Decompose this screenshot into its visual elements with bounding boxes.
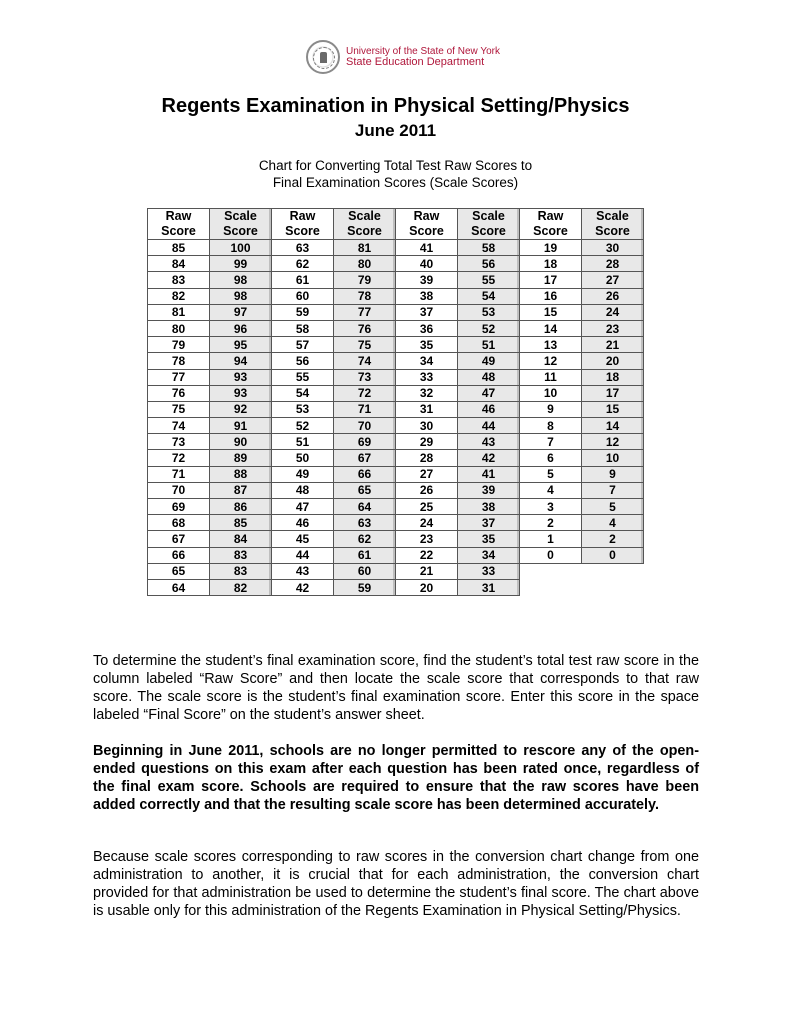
table-row xyxy=(148,450,644,466)
raw-score-cell: 37 xyxy=(396,304,458,320)
raw-score-cell: 58 xyxy=(272,320,334,336)
raw-score-cell: 46 xyxy=(272,515,334,531)
administration-note-paragraph: Because scale scores corresponding to raw scores in the conversion chart change from one administration to another, it is crucial that for each administration, the conversion chart provided for that administration be used to determine the student’s final score. The chart above is usable only for this administration of the Regents Examination in Physical Setting/Physics. xyxy=(93,849,699,919)
scale-score-cell: 37 xyxy=(458,515,520,531)
raw-score-cell: 33 xyxy=(396,369,458,385)
raw-score-cell: 36 xyxy=(396,320,458,336)
raw-score-cell: 16 xyxy=(520,288,582,304)
raw-score-cell: 28 xyxy=(396,450,458,466)
scale-score-cell: 89 xyxy=(210,450,272,466)
scale-score-cell: 54 xyxy=(458,288,520,304)
raw-score-cell: 0 xyxy=(520,547,582,563)
scale-score-cell: 98 xyxy=(210,288,272,304)
scale-score-cell: 38 xyxy=(458,499,520,515)
raw-score-cell: 51 xyxy=(272,434,334,450)
raw-score-cell: 27 xyxy=(396,466,458,482)
table-row xyxy=(148,515,644,531)
exam-date: June 2011 xyxy=(354,121,437,140)
scale-score-cell: 55 xyxy=(458,272,520,288)
raw-score-cell: 7 xyxy=(520,434,582,450)
raw-score-header: Raw Score xyxy=(148,209,210,240)
scale-score-cell: 65 xyxy=(334,482,396,498)
raw-score-cell: 64 xyxy=(148,579,210,595)
raw-score-cell: 57 xyxy=(272,337,334,353)
scale-score-cell: 58 xyxy=(458,240,520,256)
table-row xyxy=(148,466,644,482)
raw-score-cell: 75 xyxy=(148,401,210,417)
scale-score-cell: 88 xyxy=(210,466,272,482)
table-row xyxy=(148,499,644,515)
scale-score-cell: 80 xyxy=(334,256,396,272)
raw-score-cell: 30 xyxy=(396,418,458,434)
raw-score-cell: 69 xyxy=(148,499,210,515)
scale-score-cell: 41 xyxy=(458,466,520,482)
raw-score-cell xyxy=(520,563,582,579)
table-row xyxy=(148,304,644,320)
table-row xyxy=(148,482,644,498)
table-row xyxy=(148,547,644,563)
raw-score-cell: 62 xyxy=(272,256,334,272)
conversion-table xyxy=(147,208,644,596)
scale-score-cell: 64 xyxy=(334,499,396,515)
raw-score-cell: 45 xyxy=(272,531,334,547)
scale-score-cell: 96 xyxy=(210,320,272,336)
scale-score-cell: 14 xyxy=(582,418,644,434)
table-row xyxy=(148,256,644,272)
raw-score-cell xyxy=(520,579,582,595)
conversion-table-container xyxy=(147,208,644,596)
scale-score-cell: 77 xyxy=(334,304,396,320)
raw-score-cell: 79 xyxy=(148,337,210,353)
raw-score-cell: 42 xyxy=(272,579,334,595)
raw-score-cell: 63 xyxy=(272,240,334,256)
scale-score-cell: 39 xyxy=(458,482,520,498)
scale-score-cell: 7 xyxy=(582,482,644,498)
raw-score-cell: 76 xyxy=(148,385,210,401)
scale-score-cell: 9 xyxy=(582,466,644,482)
scale-score-cell: 2 xyxy=(582,531,644,547)
scale-score-cell: 56 xyxy=(458,256,520,272)
scale-score-cell: 59 xyxy=(334,579,396,595)
raw-score-cell: 8 xyxy=(520,418,582,434)
raw-score-cell: 5 xyxy=(520,466,582,482)
raw-score-cell: 53 xyxy=(272,401,334,417)
raw-score-cell: 72 xyxy=(148,450,210,466)
raw-score-cell: 68 xyxy=(148,515,210,531)
scale-score-cell: 27 xyxy=(582,272,644,288)
raw-score-cell: 21 xyxy=(396,563,458,579)
scale-score-cell: 4 xyxy=(582,515,644,531)
scale-score-cell: 74 xyxy=(334,353,396,369)
scale-score-cell: 43 xyxy=(458,434,520,450)
raw-score-header: Raw Score xyxy=(272,209,334,240)
rescore-policy-paragraph: Beginning in June 2011, schools are no longer permitted to rescore any of the open-ended questions on this exam after each question has been rated once, regardless of the final exam score. Schools are required to ensure that the raw scores have been added correctly and that the resulting scale score has been determined accurately. xyxy=(93,743,699,813)
raw-score-cell: 17 xyxy=(520,272,582,288)
raw-score-cell: 78 xyxy=(148,353,210,369)
scale-score-cell: 81 xyxy=(334,240,396,256)
scale-score-cell: 49 xyxy=(458,353,520,369)
raw-score-cell: 48 xyxy=(272,482,334,498)
raw-score-cell: 54 xyxy=(272,385,334,401)
raw-score-cell: 18 xyxy=(520,256,582,272)
raw-score-cell: 19 xyxy=(520,240,582,256)
scale-score-cell: 53 xyxy=(458,304,520,320)
table-row xyxy=(148,337,644,353)
scale-score-cell: 85 xyxy=(210,515,272,531)
raw-score-header: Raw Score xyxy=(396,209,458,240)
scale-score-cell: 35 xyxy=(458,531,520,547)
raw-score-cell: 44 xyxy=(272,547,334,563)
raw-score-cell: 43 xyxy=(272,563,334,579)
table-row xyxy=(148,272,644,288)
scale-score-cell: 79 xyxy=(334,272,396,288)
scale-score-cell: 31 xyxy=(458,579,520,595)
scale-score-cell: 93 xyxy=(210,369,272,385)
table-row xyxy=(148,531,644,547)
scale-score-cell: 17 xyxy=(582,385,644,401)
scale-score-cell: 87 xyxy=(210,482,272,498)
table-row xyxy=(148,369,644,385)
raw-score-cell: 11 xyxy=(520,369,582,385)
table-row xyxy=(148,434,644,450)
raw-score-cell: 20 xyxy=(396,579,458,595)
scale-score-cell: 62 xyxy=(334,531,396,547)
scale-score-cell: 98 xyxy=(210,272,272,288)
table-row xyxy=(148,240,644,256)
raw-score-cell: 10 xyxy=(520,385,582,401)
scale-score-cell: 75 xyxy=(334,337,396,353)
raw-score-cell: 74 xyxy=(148,418,210,434)
raw-score-cell: 80 xyxy=(148,320,210,336)
scale-score-cell: 72 xyxy=(334,385,396,401)
raw-score-cell: 82 xyxy=(148,288,210,304)
scale-score-cell: 94 xyxy=(210,353,272,369)
scale-score-cell: 47 xyxy=(458,385,520,401)
raw-score-cell: 14 xyxy=(520,320,582,336)
raw-score-cell: 85 xyxy=(148,240,210,256)
scale-score-header: Scale Score xyxy=(582,209,644,240)
raw-score-cell: 25 xyxy=(396,499,458,515)
raw-score-cell: 4 xyxy=(520,482,582,498)
raw-score-cell: 39 xyxy=(396,272,458,288)
scale-score-cell: 67 xyxy=(334,450,396,466)
scale-score-cell: 63 xyxy=(334,515,396,531)
scale-score-cell: 21 xyxy=(582,337,644,353)
scale-score-cell: 95 xyxy=(210,337,272,353)
scale-score-cell: 23 xyxy=(582,320,644,336)
raw-score-cell: 61 xyxy=(272,272,334,288)
state-seal-icon xyxy=(306,40,340,74)
scale-score-cell: 91 xyxy=(210,418,272,434)
instructions-paragraph: To determine the student’s final examination score, find the student’s total test raw score in the column labeled “Raw Score” and then locate the scale score that corresponds to that raw score. The scale score is the student’s final examination score. Enter this score in the space labeled “Final Score” on the student’s answer sheet. xyxy=(93,653,699,723)
raw-score-cell: 59 xyxy=(272,304,334,320)
scale-score-cell: 97 xyxy=(210,304,272,320)
raw-score-cell: 40 xyxy=(396,256,458,272)
raw-score-cell: 83 xyxy=(148,272,210,288)
caption-line1: Chart for Converting Total Test Raw Scores to xyxy=(258,158,533,173)
scale-score-header: Scale Score xyxy=(210,209,272,240)
raw-score-cell: 12 xyxy=(520,353,582,369)
scale-score-cell: 83 xyxy=(210,547,272,563)
scale-score-cell: 60 xyxy=(334,563,396,579)
scale-score-cell: 18 xyxy=(582,369,644,385)
chart-caption xyxy=(0,157,791,191)
table-header-row xyxy=(148,209,644,240)
raw-score-cell: 77 xyxy=(148,369,210,385)
raw-score-cell: 23 xyxy=(396,531,458,547)
scale-score-cell: 10 xyxy=(582,450,644,466)
raw-score-cell: 65 xyxy=(148,563,210,579)
table-row xyxy=(148,418,644,434)
raw-score-cell: 29 xyxy=(396,434,458,450)
scale-score-cell: 93 xyxy=(210,385,272,401)
raw-score-cell: 60 xyxy=(272,288,334,304)
raw-score-cell: 35 xyxy=(396,337,458,353)
scale-score-cell: 84 xyxy=(210,531,272,547)
raw-score-cell: 38 xyxy=(396,288,458,304)
scale-score-header: Scale Score xyxy=(334,209,396,240)
raw-score-cell: 52 xyxy=(272,418,334,434)
scale-score-cell xyxy=(582,563,644,579)
scale-score-cell: 12 xyxy=(582,434,644,450)
scale-score-cell: 44 xyxy=(458,418,520,434)
scale-score-cell: 26 xyxy=(582,288,644,304)
table-row xyxy=(148,288,644,304)
raw-score-cell: 71 xyxy=(148,466,210,482)
raw-score-cell: 67 xyxy=(148,531,210,547)
table-row xyxy=(148,385,644,401)
scale-score-cell: 69 xyxy=(334,434,396,450)
scale-score-cell: 82 xyxy=(210,579,272,595)
scale-score-cell: 33 xyxy=(458,563,520,579)
table-row xyxy=(148,563,644,579)
raw-score-header: Raw Score xyxy=(520,209,582,240)
table-row xyxy=(148,401,644,417)
scale-score-header: Scale Score xyxy=(458,209,520,240)
scale-score-cell: 24 xyxy=(582,304,644,320)
scale-score-cell: 92 xyxy=(210,401,272,417)
scale-score-cell: 73 xyxy=(334,369,396,385)
scale-score-cell: 76 xyxy=(334,320,396,336)
raw-score-cell: 55 xyxy=(272,369,334,385)
scale-score-cell: 70 xyxy=(334,418,396,434)
scale-score-cell: 46 xyxy=(458,401,520,417)
institution-line2: State Education Department xyxy=(346,56,485,68)
raw-score-cell: 73 xyxy=(148,434,210,450)
table-row xyxy=(148,579,644,595)
scale-score-cell: 51 xyxy=(458,337,520,353)
page-title: Regents Examination in Physical Setting/Physics xyxy=(161,95,630,117)
raw-score-cell: 70 xyxy=(148,482,210,498)
raw-score-cell: 9 xyxy=(520,401,582,417)
caption-line2: Final Examination Scores (Scale Scores) xyxy=(272,175,519,190)
scale-score-cell: 90 xyxy=(210,434,272,450)
scale-score-cell: 78 xyxy=(334,288,396,304)
scale-score-cell: 83 xyxy=(210,563,272,579)
raw-score-cell: 50 xyxy=(272,450,334,466)
raw-score-cell: 13 xyxy=(520,337,582,353)
department-name xyxy=(346,46,500,68)
raw-score-cell: 22 xyxy=(396,547,458,563)
raw-score-cell: 56 xyxy=(272,353,334,369)
raw-score-cell: 6 xyxy=(520,450,582,466)
scale-score-cell: 34 xyxy=(458,547,520,563)
raw-score-cell: 1 xyxy=(520,531,582,547)
scale-score-cell: 48 xyxy=(458,369,520,385)
raw-score-cell: 41 xyxy=(396,240,458,256)
raw-score-cell: 15 xyxy=(520,304,582,320)
scale-score-cell: 42 xyxy=(458,450,520,466)
raw-score-cell: 3 xyxy=(520,499,582,515)
raw-score-cell: 31 xyxy=(396,401,458,417)
raw-score-cell: 81 xyxy=(148,304,210,320)
scale-score-cell: 100 xyxy=(210,240,272,256)
table-row xyxy=(148,353,644,369)
letterhead xyxy=(306,40,500,74)
raw-score-cell: 49 xyxy=(272,466,334,482)
scale-score-cell: 28 xyxy=(582,256,644,272)
scale-score-cell: 15 xyxy=(582,401,644,417)
scale-score-cell xyxy=(582,579,644,595)
raw-score-cell: 66 xyxy=(148,547,210,563)
raw-score-cell: 84 xyxy=(148,256,210,272)
scale-score-cell: 71 xyxy=(334,401,396,417)
scale-score-cell: 20 xyxy=(582,353,644,369)
raw-score-cell: 2 xyxy=(520,515,582,531)
raw-score-cell: 32 xyxy=(396,385,458,401)
institution-line1: University of the State of New York xyxy=(346,46,500,57)
scale-score-cell: 5 xyxy=(582,499,644,515)
raw-score-cell: 34 xyxy=(396,353,458,369)
raw-score-cell: 24 xyxy=(396,515,458,531)
scale-score-cell: 30 xyxy=(582,240,644,256)
scale-score-cell: 61 xyxy=(334,547,396,563)
scale-score-cell: 66 xyxy=(334,466,396,482)
scale-score-cell: 99 xyxy=(210,256,272,272)
scale-score-cell: 86 xyxy=(210,499,272,515)
table-row xyxy=(148,320,644,336)
scale-score-cell: 0 xyxy=(582,547,644,563)
scale-score-cell: 52 xyxy=(458,320,520,336)
raw-score-cell: 47 xyxy=(272,499,334,515)
raw-score-cell: 26 xyxy=(396,482,458,498)
